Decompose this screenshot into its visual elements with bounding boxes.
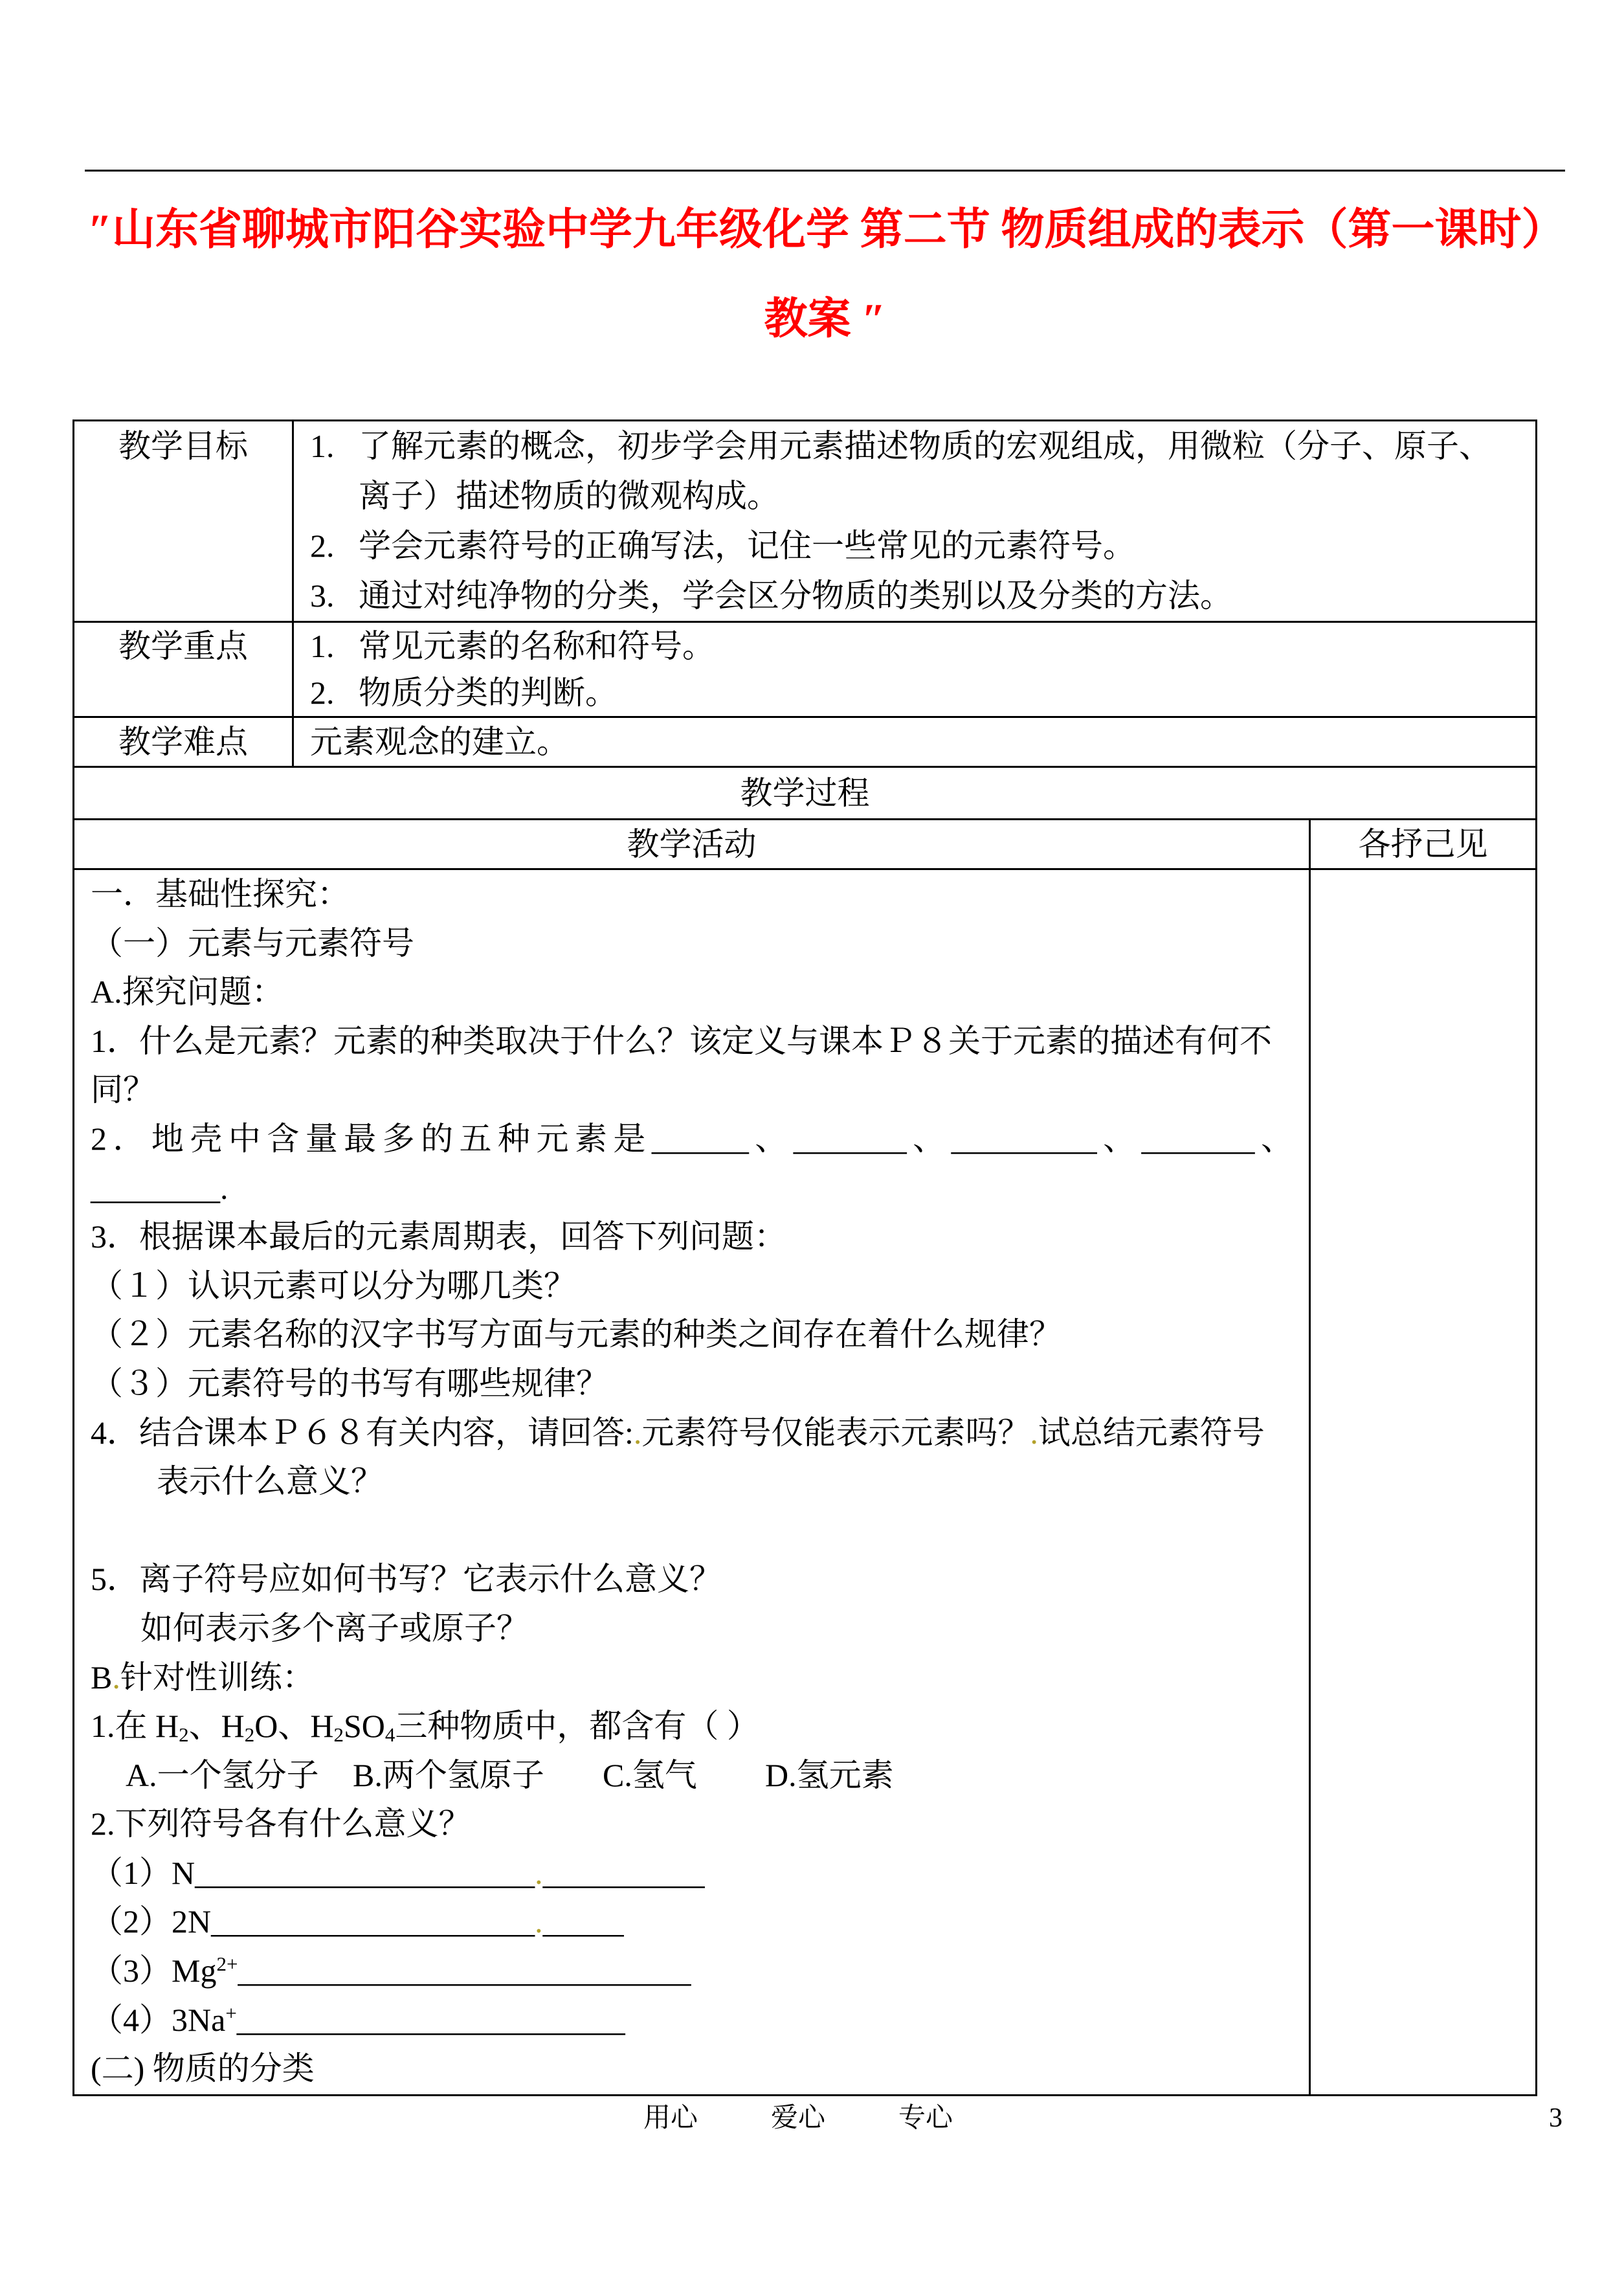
subscript: 2 (179, 1723, 189, 1746)
answer-blank: ____________________ (211, 1903, 535, 1940)
symbol-item (91, 1947, 1309, 1996)
exercise-1-text: 三种物质中，都含有（ ） (395, 1708, 759, 1745)
goal-text-continued: 离子）描述物质的微观构成。 (359, 478, 779, 514)
symbol-item (91, 1849, 1309, 1898)
option-c: C.氢气 (603, 1756, 697, 1793)
exercise-1-text: 1.在 H (91, 1708, 179, 1745)
question-4-text: 元素符号仅能表示元素吗？ (641, 1414, 1030, 1451)
marker-dot: . (1030, 1414, 1038, 1451)
goal-number: 2. (310, 528, 335, 564)
goal-item (310, 521, 1535, 571)
page-title-line-1: ″山东省聊城市阳谷实验中学九年级化学 第二节 物质组成的表示（第一课时） (88, 206, 1565, 254)
question-3-sub-item: （２）元素名称的汉字书写方面与元素的种类之间存在着什么规律？ (91, 1316, 1062, 1353)
key-points-label: 教学重点 (118, 628, 248, 664)
goals-label: 教学目标 (118, 428, 248, 464)
key-point-item (310, 623, 1535, 669)
answer-blank: _____________________ (195, 1854, 535, 1891)
exercise-1-options (91, 1751, 1309, 1800)
marker-dot: . (535, 1854, 543, 1891)
key-point-item (310, 669, 1535, 716)
part-a-heading: A.探究问题： (91, 974, 284, 1011)
exercise-1-text: O、H (254, 1708, 334, 1745)
option-b: B.两个氢原子 (353, 1756, 544, 1793)
question-5: 5．离子符号应如何书写？它表示什么意义？ (91, 1561, 722, 1598)
question-3-sub-item: （１）认识元素可以分为哪几类？ (91, 1267, 576, 1304)
table-border-right (1535, 419, 1537, 2096)
question-1: 1．什么是元素？元素的种类取决于什么？该定义与课本Ｐ８关于元素的描述有何不 (91, 1022, 1272, 1059)
exercise-1 (91, 1702, 1309, 1751)
footer-motto: 用心 (643, 2103, 698, 2133)
symbol-label: （1）N (91, 1854, 195, 1891)
symbol-label: （2）2N (91, 1903, 212, 1940)
notes-header: 各抒己见 (1358, 826, 1488, 862)
exercise-1-text: SO (343, 1708, 385, 1745)
marker-dot: . (633, 1414, 642, 1451)
answer-blank: ____________________________ (238, 1952, 691, 1989)
symbol-item (91, 1897, 1309, 1947)
subscript: 2 (333, 1723, 344, 1746)
marker-dot: . (535, 1903, 543, 1940)
goal-text: 通过对纯净物的分类，学会区分物质的类别以及分类的方法。 (359, 577, 1232, 614)
question-2-continued: ________. (91, 1169, 228, 1206)
answer-blank: __________ (542, 1854, 705, 1891)
exercise-2: 2.下列符号各有什么意义？ (91, 1806, 471, 1842)
marker-dot: . (112, 1659, 120, 1695)
question-4-continued: 表示什么意义？ (157, 1463, 383, 1500)
key-point-number: 2. (310, 675, 335, 711)
option-d: D.氢元素 (765, 1756, 894, 1793)
activity-header: 教学活动 (627, 826, 757, 862)
process-header: 教学过程 (740, 775, 870, 811)
part-b-text: 针对性训练： (120, 1659, 315, 1695)
activity-cell (74, 870, 1309, 2094)
answer-blank: ________________________ (236, 2001, 625, 2038)
question-1-continued: 同？ (91, 1071, 155, 1108)
symbol-label: （4）3Na (91, 2001, 226, 2038)
header-rule (85, 170, 1565, 172)
page-title-line-2: 教案 ″ (764, 295, 886, 343)
key-points-content (294, 623, 1535, 716)
ion-charge: + (225, 2001, 237, 2024)
key-point-text: 常见元素的名称和符号。 (359, 628, 715, 664)
blank-line (91, 1506, 1309, 1556)
difficulty-text: 元素观念的建立。 (310, 724, 569, 760)
goals-content (294, 421, 1535, 621)
question-5-continued: 如何表示多个离子或原子？ (140, 1609, 529, 1646)
subscript: 2 (244, 1723, 255, 1746)
question-3-sub-item: （３）元素符号的书写有哪些规律？ (91, 1365, 608, 1402)
answer-blank: _____ (542, 1903, 624, 1940)
notes-cell (1311, 870, 1535, 2094)
part-b-letter: B (91, 1659, 113, 1695)
goal-text: 了解元素的概念，初步学会用元素描述物质的宏观组成，用微粒（分子、原子、 (359, 428, 1491, 464)
option-a: A.一个氢分子 (126, 1756, 319, 1793)
goal-text: 学会元素符号的正确写法，记住一些常见的元素符号。 (359, 528, 1135, 564)
goal-item (310, 571, 1535, 621)
question-4-text: 4．结合课本Ｐ６８有关内容，请回答: (91, 1414, 634, 1451)
goal-number: 1. (310, 428, 335, 464)
question-4-text: 试总结元素符号 (1038, 1414, 1265, 1451)
page-number: 3 (1549, 2103, 1563, 2133)
subscript: 4 (384, 1723, 395, 1746)
symbol-item (91, 1996, 1309, 2045)
key-point-number: 1. (310, 628, 335, 664)
question-2: 2．地壳中含量最多的五种元素是______、_______、_________、_______、 (91, 1120, 1293, 1157)
goal-number: 3. (310, 577, 335, 614)
section-heading: 一．基础性探究： (91, 876, 350, 912)
goal-item (310, 421, 1535, 471)
symbol-label: （3）Mg (91, 1952, 217, 1989)
key-point-text: 物质分类的判断。 (359, 675, 617, 711)
question-3: 3．根据课本最后的元素周期表，回答下列问题： (91, 1218, 786, 1255)
subsection-heading: （一）元素与元素符号 (91, 924, 414, 961)
subsection-heading: (二) 物质的分类 (91, 2050, 315, 2087)
question-4 (91, 1409, 1309, 1458)
exercise-1-text: 、H (188, 1708, 245, 1745)
part-b-heading (91, 1653, 1309, 1703)
difficulty-label: 教学难点 (118, 724, 248, 760)
table-border-bottom (72, 2094, 1537, 2096)
footer-motto: 专心 (898, 2103, 953, 2133)
footer-motto: 爱心 (771, 2103, 826, 2133)
ion-charge: 2+ (216, 1952, 238, 1976)
